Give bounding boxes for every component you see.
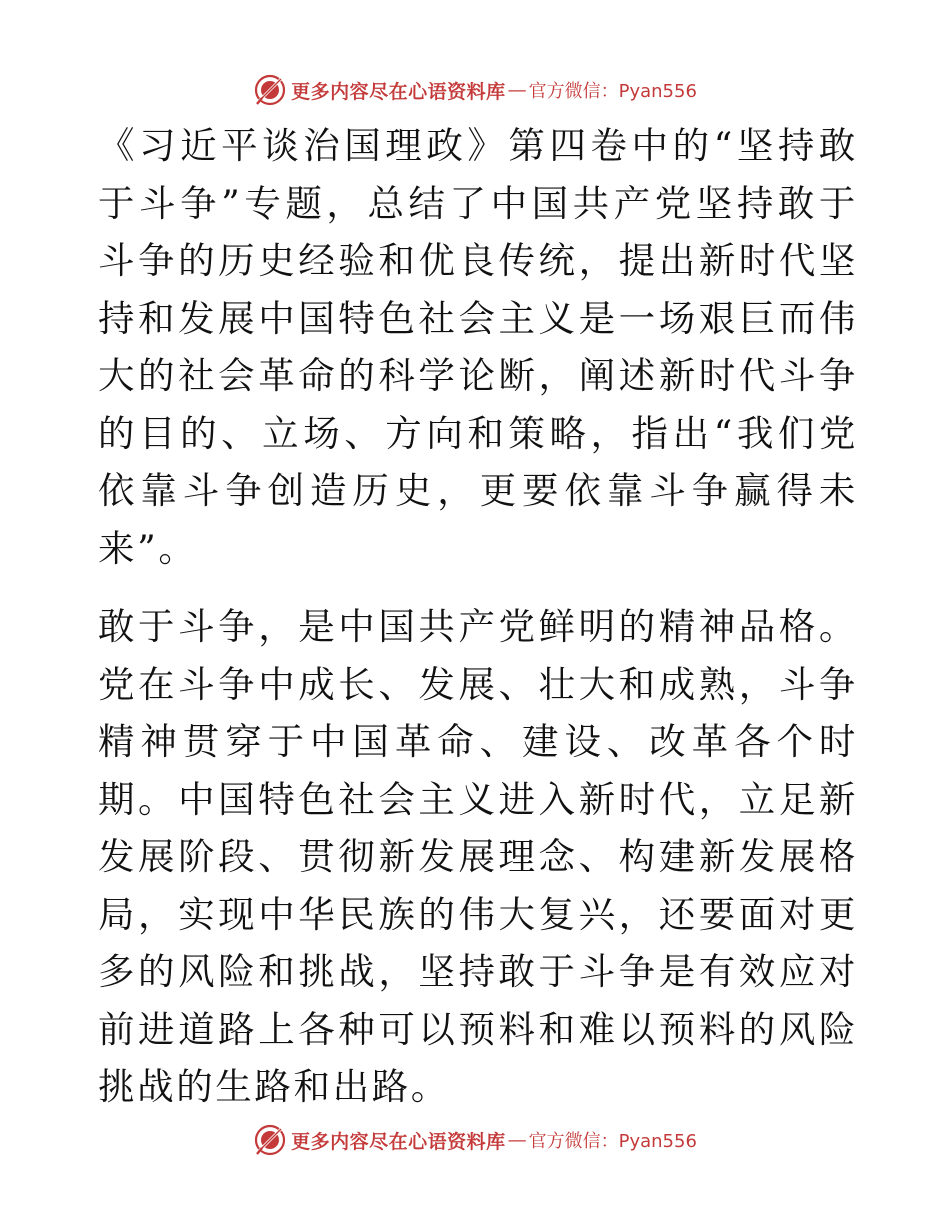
banner-separator: — xyxy=(507,79,527,101)
footer-banner xyxy=(0,1120,950,1160)
paragraph: 敢于斗争，是中国共产党鲜明的精神品格。党在斗争中成长、发展、壮大和成熟，斗争精神贯穿于中国革命、建设、改革各个时期。中国特色社会主义进入新时代，立足新发展阶段、贯彻新发展理念、构建新发展格局，实现中华民族的伟大复兴，还要面对更多的风险和挑战，坚持敢于斗争是有效应对前进道路上各种可以预料和难以预料的风险挑战的生路和出路。 xyxy=(98,605,858,1108)
banner-contact: 官方微信：Pyan556 xyxy=(528,81,697,102)
paragraph: 《习近平谈治国理政》第四卷中的“坚持敢于斗争”专题，总结了中国共产党坚持敢于斗争的历史经验和优良传统，提出新时代坚持和发展中国特色社会主义是一场艰巨而伟大的社会革命的科学论断，阐述新时代斗争的目的、立场、方向和策略，指出“我们党依靠斗争创造历史，更要依靠斗争赢得未来”。 xyxy=(98,124,858,570)
seal-pen-logo-icon xyxy=(253,73,287,107)
header-banner xyxy=(0,70,950,110)
banner-contact: 官方微信：Pyan556 xyxy=(528,1131,697,1152)
banner-site-name: 更多内容尽在心语资料库 xyxy=(291,80,506,103)
document-body xyxy=(98,117,858,1116)
banner-site-name: 更多内容尽在心语资料库 xyxy=(291,1130,506,1153)
seal-pen-logo-icon xyxy=(253,1123,287,1157)
banner-separator: — xyxy=(507,1129,527,1151)
